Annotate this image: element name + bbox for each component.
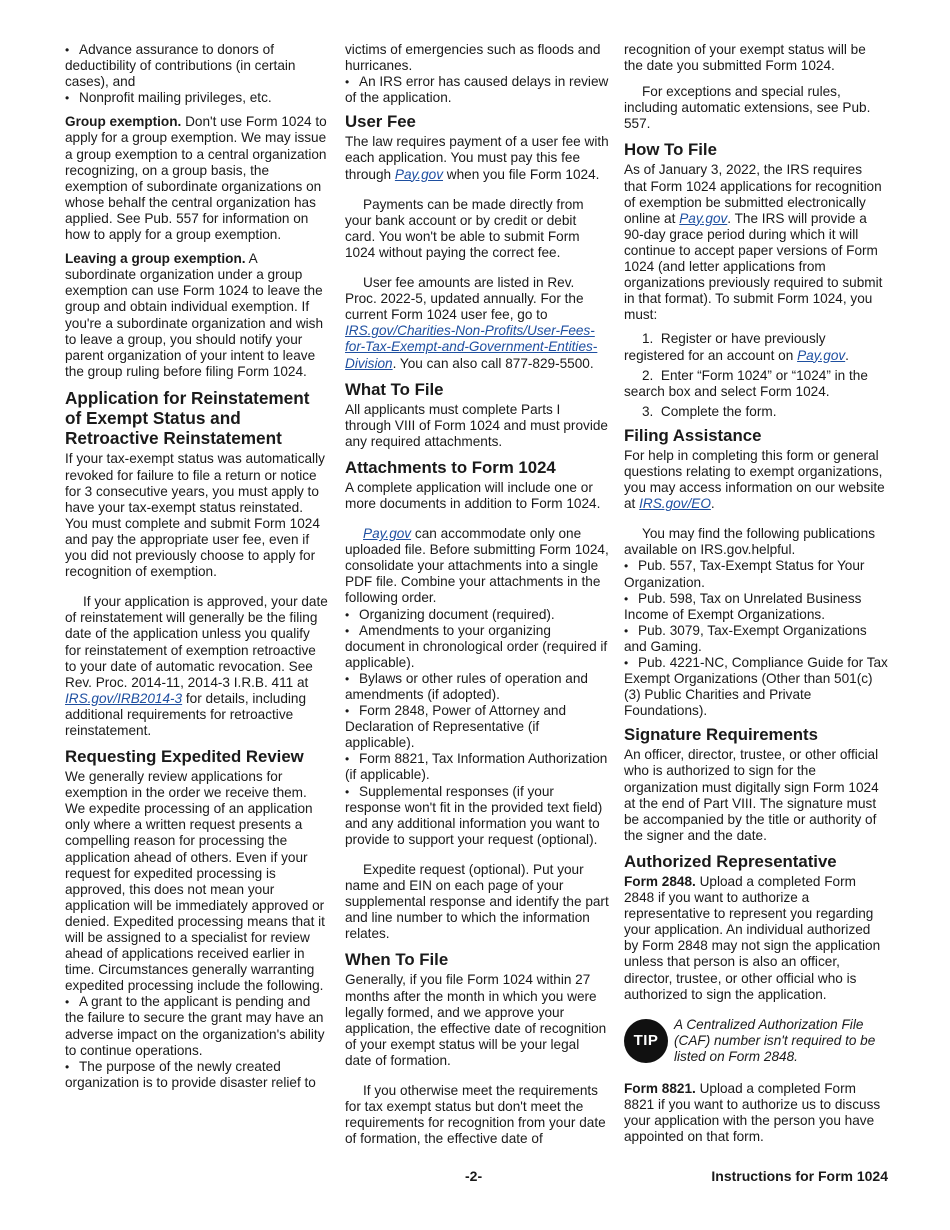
expedited-review-paragraph: We generally review applications for exemption in the order we receive them. We expedite processing of an application only where a written request presents a compelling reason for processing the application ahead of others. Even if your request for expedited processing is approved, this does not mean your application will be immediately approved or denied. Expedited processing means that it will be assigned to a specialist for review ahead of applications received earlier in time. Circumstances generally warranting expedited processing include the following. — [65, 769, 325, 994]
filing-assistance-text: For help in completing this form or general questions relating to exempt organizations, you may access information on our website at — [624, 447, 885, 512]
tip-label: TIP — [633, 1031, 659, 1049]
tip-box — [624, 1017, 888, 1065]
how-to-file-text-b: . The IRS will provide a 90-day grace period during which it will continue to accept paper versions of Form 1024 (and letter applications from organizations previously required to submit in that format). To submit Form 1024, you must: — [624, 210, 883, 323]
expedited-review-heading: Requesting Expedited Review — [65, 747, 304, 767]
form-2848-paragraph — [624, 874, 888, 1003]
step-1-end: . — [845, 347, 849, 363]
attachments-text: can accommodate only one uploaded file. Before submitting Form 1024, consolidate your attachments into a single PDF file. Combine your attachments in the following order. — [345, 526, 609, 606]
publication-item: • Pub. 3079, Tax-Exempt Organizations and Gaming. — [624, 623, 888, 655]
step-1 — [624, 331, 888, 363]
pay-gov-link[interactable]: Pay.gov — [394, 166, 443, 182]
user-fee-text-c: User fee amounts are listed in Rev. Proc. 2022-5, updated annually. For the current Form 1024 user fee, go to — [345, 275, 584, 323]
tip-text: A Centralized Authorization File (CAF) number isn't required to be listed on Form 2848. — [674, 1016, 876, 1064]
attachment-item: • Supplemental responses (if your response won't fit in the provided text field) and any additional information you want to provide to support your request (optional). — [345, 784, 609, 848]
bullet-item: • An IRS error has caused delays in review of the application. — [345, 74, 609, 106]
when-to-file-paragraph-2: If you otherwise meet the requirements for tax exempt status but don't meet the requirements for recognition from your date of formation, the effective date of — [345, 1082, 606, 1147]
when-to-file-paragraph-1: Generally, if you file Form 1024 within 27 months after the month in which you were legally formed, and we approve your application, the effective date of recognition of your exempt status will be your legal date of formation. — [345, 972, 607, 1068]
group-exemption-text: Don't use Form 1024 to apply for a group exemption. We may issue a group exemption to a central organization recognizing, on a group basis, the exemption of subordinate organizations on whose behalf the central organization has applied. See Pub. 557 for information on how to apply for a group exemption. — [65, 114, 327, 243]
leaving-group-text: A subordinate organization under a group exemption can use Form 1024 to leave the group and obtain individual exemption. If you're a subordinate organization and wish to leave a group, you should notify your parent organization of your intent to leave the group ruling before filing Form 1024. — [65, 251, 324, 379]
leaving-group-lead: Leaving a group exemption. — [65, 251, 246, 267]
form-8821-paragraph — [624, 1081, 888, 1145]
form-8821-text: Upload a completed Form 8821 if you want to authorize us to discuss your application with the person you have appointed on that form. — [624, 1080, 881, 1145]
publication-item: • Pub. 4221-NC, Compliance Guide for Tax Exempt Organizations (Other than 501(c)(3) Public Charities and Private Foundations). — [624, 655, 888, 719]
reinstatement-text-a: If your application is approved, your date of reinstatement will generally be the filing date of the application unless you qualify for reinstatement of exemption retroactive to your date of automatic revocation. See Rev. Proc. 2014-11, 2014-3 I.R.B. 411 at — [65, 594, 328, 690]
how-to-file-text-a: As of January 3, 2022, the IRS requires that Form 1024 applications for recognition of exemption be submitted electronically online at — [624, 162, 882, 226]
group-exemption-paragraph — [65, 114, 329, 243]
reinstatement-paragraph-2 — [65, 594, 329, 739]
irs-eo-link[interactable]: IRS.gov/EO — [639, 496, 711, 512]
filing-assistance-end: . — [710, 496, 715, 512]
reinstatement-paragraph-1: If your tax-exempt status was automatically revoked for failure to file a return or notice for 3 consecutive years, you must apply to have your tax-exempt status reinstated. You must complete and submit Form 1024 and pay the appropriate user fee, even if you did not previously choose to apply for recognition of exemption. — [65, 451, 325, 580]
step-1-text: 1. Register or have previously registered for an account on — [624, 331, 826, 363]
filing-assistance-heading: Filing Assistance — [624, 425, 762, 445]
user-fee-paragraph-1 — [345, 134, 609, 182]
step-2: 2. Enter “Form 1024” or “1024” in the search box and select Form 1024. — [624, 367, 868, 399]
column-1 — [65, 42, 329, 1091]
what-to-file-paragraph: All applicants must complete Parts I through VIII of Form 1024 and must provide any required attachments. — [345, 401, 608, 449]
user-fee-heading: User Fee — [345, 112, 416, 132]
attachment-item: • Bylaws or other rules of operation and amendments (if adopted). — [345, 671, 609, 703]
user-fee-text-d: . You can also call 877-829-5500. — [392, 355, 594, 371]
continued-text: victims of emergencies such as floods and hurricanes. — [345, 42, 601, 74]
column-3 — [624, 42, 888, 1153]
user-fees-link[interactable]: IRS.gov/Charities-Non-Profits/User-Fees-for-Tax-Exempt-and-Government-Entities-Division — [345, 323, 598, 371]
form-2848-text: Upload a completed Form 2848 if you want to authorize a representative to represent you regarding your application. An individual authorized by Form 2848 may not sign the application unless that person is also an officer, director, trustee, or other official who is authorized to sign the application. — [624, 873, 881, 1002]
exceptions-paragraph: For exceptions and special rules, including automatic extensions, see Pub. 557. — [624, 84, 871, 132]
attachments-heading: Attachments to Form 1024 — [345, 457, 556, 477]
attachments-paragraph-2 — [345, 526, 609, 606]
user-fee-text-b: when you file Form 1024. — [446, 166, 600, 182]
when-to-file-heading: When To File — [345, 950, 449, 970]
user-fee-paragraph-2: Payments can be made directly from your bank account or by credit or debit card. You won't be able to submit Form 1024 without paying the correct fee. — [345, 196, 584, 260]
step-3: 3. Complete the form. — [642, 403, 777, 419]
attachments-paragraph-3: Expedite request (optional). Put your name and EIN on each page of your supplemental response and identify the part and line number to which the information relates. — [345, 861, 609, 942]
document-title: Instructions for Form 1024 — [711, 1168, 888, 1184]
reinstatement-text-b: for details, including additional requirements for retroactive reinstatement. — [65, 690, 307, 738]
form-8821-lead: Form 8821. — [624, 1080, 696, 1096]
group-exemption-lead: Group exemption. — [65, 114, 182, 130]
irb2014-3-link[interactable]: IRS.gov/IRB2014-3 — [65, 690, 183, 706]
tip-icon — [624, 1019, 668, 1063]
pay-gov-link[interactable]: Pay.gov — [363, 526, 412, 542]
bullet-item: • Advance assurance to donors of deductibility of contributions (in certain cases), and — [65, 42, 329, 90]
signature-requirements-heading: Signature Requirements — [624, 725, 818, 745]
attachments-paragraph-1: A complete application will include one or more documents in addition to Form 1024. — [345, 479, 601, 511]
page-footer — [65, 1168, 888, 1186]
attachment-item: • Form 2848, Power of Attorney and Declaration of Representative (if applicable). — [345, 703, 609, 751]
continued-text: recognition of your exempt status will be the date you submitted Form 1024. — [624, 42, 866, 74]
form-2848-lead: Form 2848. — [624, 873, 696, 889]
user-fee-paragraph-3 — [345, 275, 609, 372]
attachment-item: • Amendments to your organizing document in chronological order (required if applicable). — [345, 623, 609, 671]
filing-assistance-paragraph-2: You may find the following publications available on IRS.gov.helpful. — [624, 526, 876, 558]
authorized-representative-heading: Authorized Representative — [624, 851, 837, 871]
attachment-item: • Form 8821, Tax Information Authorization (if applicable). — [345, 751, 609, 783]
user-fee-text-a: The law requires payment of a user fee with each application. You must pay this fee through — [345, 134, 609, 182]
pay-gov-link[interactable]: Pay.gov — [797, 347, 846, 363]
bullet-item: • A grant to the applicant is pending and the failure to secure the grant may have an adverse impact on the organization's ability to continue operations. — [65, 994, 329, 1058]
how-to-file-paragraph — [624, 162, 888, 323]
reinstatement-heading: Application for Reinstatement of Exempt Status and Retroactive Reinstatement — [65, 387, 310, 449]
pay-gov-link[interactable]: Pay.gov — [679, 210, 728, 226]
publication-item: • Pub. 598, Tax on Unrelated Business Income of Exempt Organizations. — [624, 591, 888, 623]
column-2 — [345, 42, 609, 1155]
what-to-file-heading: What To File — [345, 379, 444, 399]
leaving-group-paragraph — [65, 251, 329, 380]
signature-requirements-paragraph: An officer, director, trustee, or other official who is authorized to sign for the organization must digitally sign Form 1024 at the end of Part VIII. The signature must be accompanied by the title or authority of the signer and the date. — [624, 747, 879, 843]
filing-assistance-paragraph-1 — [624, 448, 888, 512]
bullet-item: • Nonprofit mailing privileges, etc. — [65, 90, 329, 106]
attachment-item: • Organizing document (required). — [345, 607, 609, 623]
publication-item: • Pub. 557, Tax-Exempt Status for Your Organization. — [624, 558, 888, 590]
page-number: -2- — [465, 1168, 483, 1184]
how-to-file-heading: How To File — [624, 140, 717, 160]
bullet-item: • The purpose of the newly created organization is to provide disaster relief to — [65, 1059, 329, 1091]
